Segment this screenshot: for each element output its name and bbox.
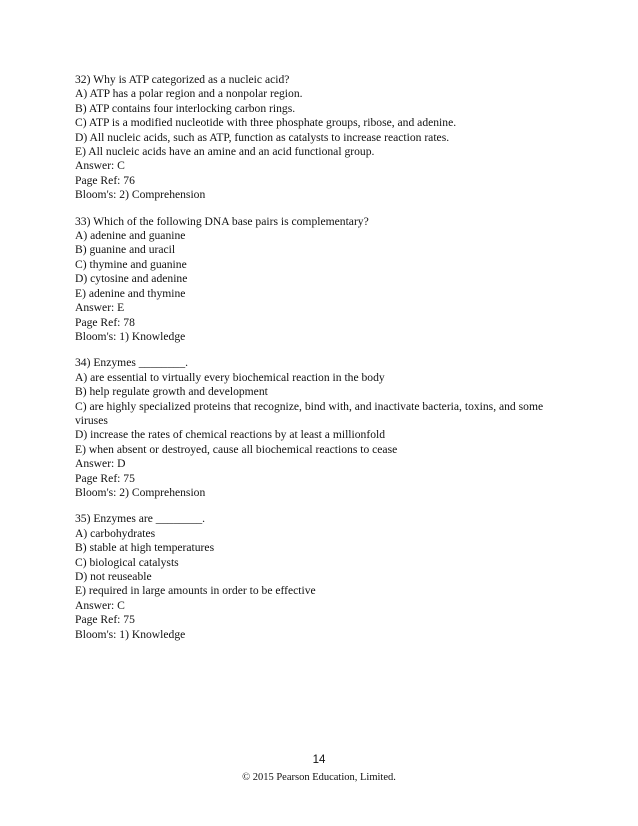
option-a: A) carbohydrates: [75, 526, 156, 540]
option-e: E) All nucleic acids have an amine and an acid functional group.: [75, 145, 375, 159]
option-d: D) increase the rates of chemical reactions by at least a millionfold: [75, 428, 386, 442]
blooms-line: Bloom's: 1) Knowledge: [75, 329, 186, 343]
answer-line: Answer: C: [75, 598, 125, 612]
option-a: A) are essential to virtually every biochemical reaction in the body: [75, 370, 385, 384]
question-32: [75, 73, 565, 203]
option-b: B) guanine and uracil: [75, 243, 176, 257]
page-number: 14: [312, 754, 326, 766]
question-33: [75, 215, 565, 345]
page-ref-line: Page Ref: 75: [75, 613, 135, 627]
blooms-line: Bloom's: 1) Knowledge: [75, 627, 186, 641]
option-c: C) ATP is a modified nucleotide with three phosphate groups, ribose, and adenine.: [75, 116, 457, 130]
blooms-line: Bloom's: 2) Comprehension: [75, 188, 206, 202]
option-c: C) thymine and guanine: [75, 257, 187, 271]
blooms-line: Bloom's: 2) Comprehension: [75, 485, 206, 499]
question-35: [75, 512, 565, 642]
option-a: A) adenine and guanine: [75, 229, 186, 243]
option-d: D) cytosine and adenine: [75, 272, 188, 286]
page-ref-line: Page Ref: 78: [75, 315, 135, 329]
option-b: B) ATP contains four interlocking carbon rings.: [75, 101, 296, 115]
question-prompt: 32) Why is ATP categorized as a nucleic acid?: [75, 73, 290, 86]
question-34: [75, 356, 565, 500]
page-ref-line: Page Ref: 76: [75, 173, 135, 187]
option-c: C) are highly specialized proteins that recognize, bind with, and inactivate bacteria, toxins, and some viruses: [75, 399, 544, 427]
option-a: A) ATP has a polar region and a nonpolar region.: [75, 87, 303, 101]
question-list: [75, 73, 565, 654]
option-d: D) not reuseable: [75, 570, 152, 583]
option-e: E) when absent or destroyed, cause all biochemical reactions to cease: [75, 442, 398, 456]
option-e: E) adenine and thymine: [75, 286, 186, 300]
option-b: B) stable at high temperatures: [75, 541, 215, 555]
option-c: C) biological catalysts: [75, 555, 179, 569]
option-d: D) All nucleic acids, such as ATP, function as catalysts to increase reaction rates.: [75, 130, 450, 144]
page-ref-line: Page Ref: 75: [75, 471, 135, 485]
answer-line: Answer: E: [75, 301, 125, 315]
question-prompt: 35) Enzymes are ________.: [75, 512, 206, 526]
option-b: B) help regulate growth and development: [75, 385, 268, 399]
question-prompt: 33) Which of the following DNA base pairs is complementary?: [75, 214, 369, 228]
option-e: E) required in large amounts in order to be effective: [75, 584, 316, 598]
answer-line: Answer: D: [75, 457, 126, 471]
question-prompt: 34) Enzymes ________.: [75, 356, 189, 370]
answer-line: Answer: C: [75, 159, 125, 173]
copyright-notice: © 2015 Pearson Education, Limited.: [242, 772, 396, 783]
